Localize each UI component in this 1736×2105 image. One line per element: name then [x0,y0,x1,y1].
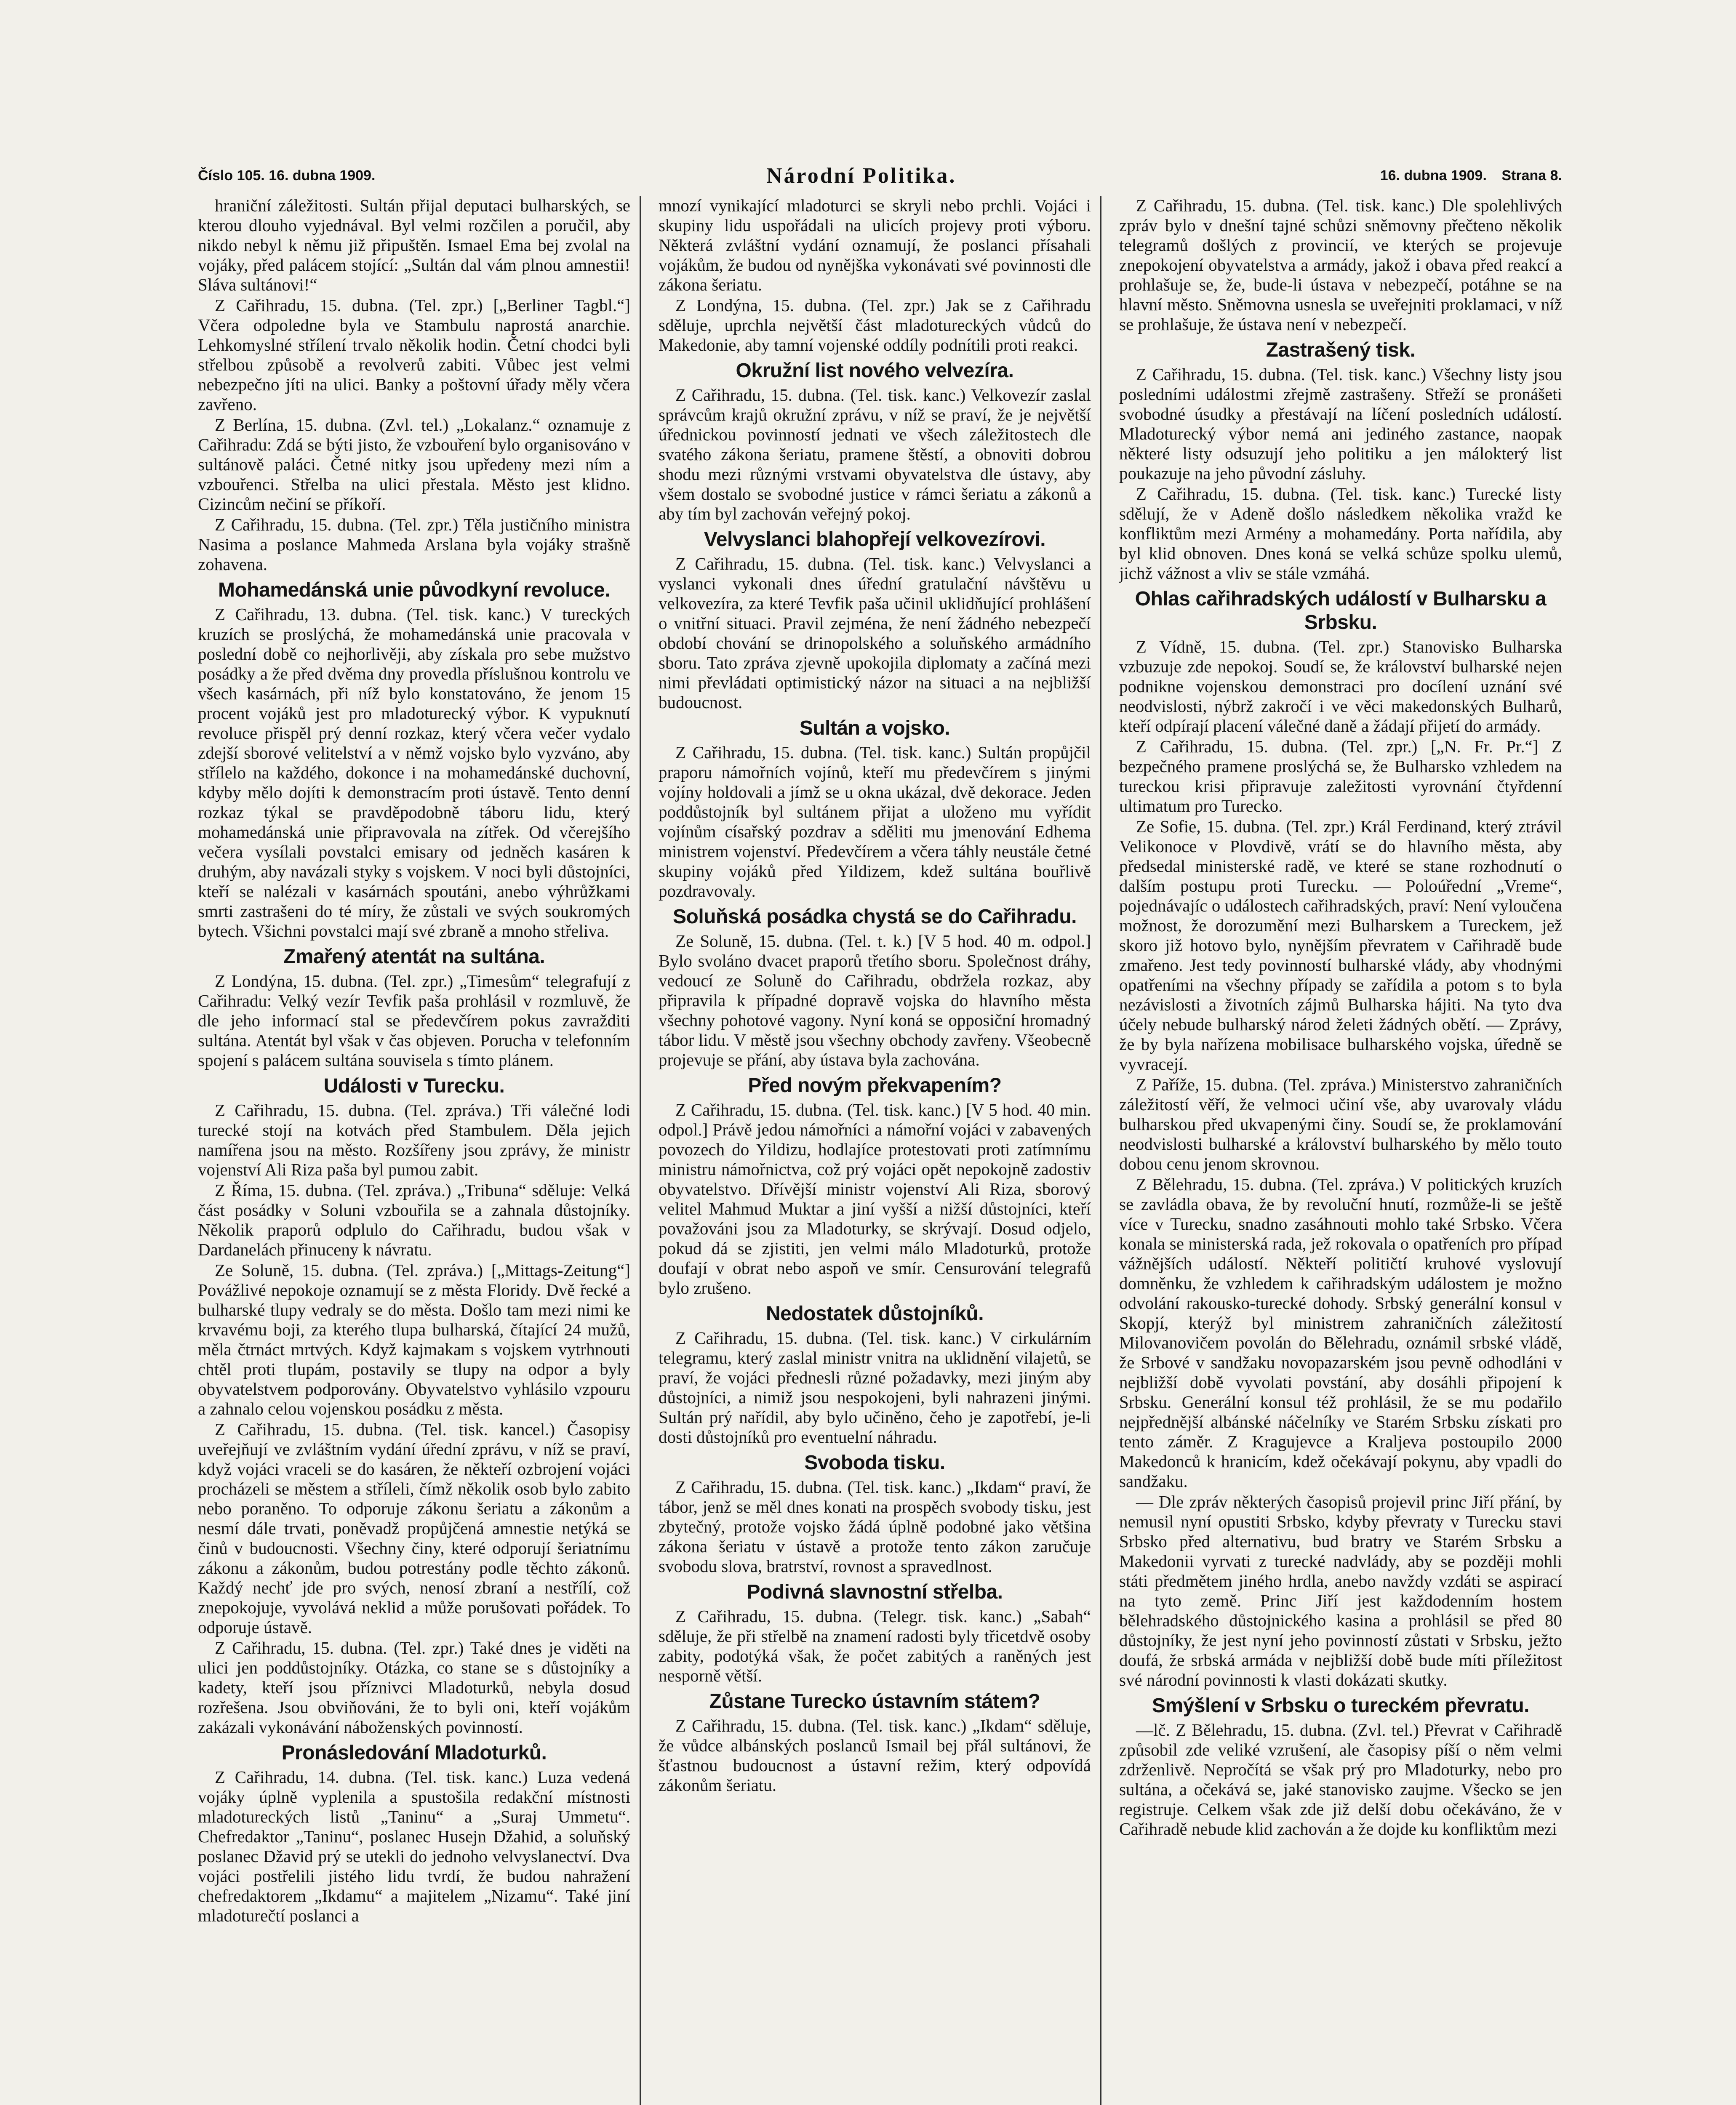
masthead-title: Národní Politika. [766,164,957,188]
article-columns [198,196,1562,2105]
article-paragraph: Z Cařihradu, 14. dubna. (Tel. tisk. kanc.) Luza vedená vojáky úplně vyplenila a spustošila redakční místnosti mladotureckých listů „Taninu“ a „Suraj Ummetu“. Chefredaktor „Taninu“, poslanec Husejn Džahid, a soluňský poslanec Džavid prý se utekli do jednoho velvyslanectví. Dva vojáci postřelili jistého lidu tvrdí, že budou nahražení chefredaktorem „Ikdamu“ a majitelem „Nizamu“. Také jiní mladoturečtí poslanci a [198,1767,630,1925]
article-headline: Svoboda tisku. [804,1452,945,1474]
article-paragraph: Z Cařihradu, 15. dubna. (Tel. zpr.) [„Berliner Tagbl.“] Včera odpoledne byla ve Stambulu naprostá anarchie. Lehkomyslné střílení trvalo několik hodin. Četní chodci byli střelbou způsobě a revolverů zabiti. Vůbec jest velmi nebezpečno jíti na ulici. Banky a poštovní úřady měly včera zavřeno. [198,296,630,414]
article-paragraph: Z Cařihradu, 15. dubna. (Tel. zpr.) Těla justičního ministra Nasima a poslance Mahmeda Arslana byla vojáky strašně zohavena. [198,515,630,574]
article-paragraph: Z Cařihradu, 15. dubna. (Tel. tisk. kanc.) „Ikdam“ praví, že tábor, jenž se měl dnes konati na prospěch svobody tisku, jest zbytečný, protože vojsko žádá úplně podobné jako většina zákona šeriatu v ústavě a protože tento zákon zaručuje svobodu slova, bratrství, rovnost a spravedlnost. [659,1477,1091,1576]
column-3 [1119,196,1562,2105]
article-paragraph: mnozí vynikající mladoturci se skryli nebo prchli. Vojáci i skupiny lidu uspořádali na ulicích projevy proti výboru. Některá zvláštní vydání oznamují, že poslanci přísahali vojákům, že budou od nynějška vykonávati své povinnosti dle zákona šeriatu. [659,196,1091,294]
header-right [1369,168,1562,184]
article-headline: Sultán a vojsko. [799,717,950,739]
article-headline: Ohlas cařihradských událostí v Bulharsku a Srbsku. [1135,588,1547,634]
article-paragraph: Z Berlína, 15. dubna. (Zvl. tel.) „Lokalanz.“ oznamuje z Cařihradu: Zdá se býti jisto, že vzbouření bylo organisováno v sultánově paláci. Četné nitky jsou upředeny mezi ním a vzbouřenci. Střelba na ulici přestala. Město jest klidno. Cizincům nečiní se příkoří. [198,415,630,514]
header-date: 16. dubna 1909. [1380,168,1487,184]
article-headline: Před novým překvapením? [748,1074,1002,1097]
article-headline: Zmařený atentát na sultána. [283,946,545,968]
article-paragraph: Ze Soluně, 15. dubna. (Tel. t. k.) [V 5 hod. 40 m. odpol.] Bylo svoláno dvacet praporů třetího sboru. Společnost dráhy, vedoucí ze Soluně do Cařihradu, obdržela rozkaz, aby připravila k případné dopravě vojska do hlavního města všechny pohotové vagony. Nyní koná se opposiční hromadný tábor lidu. V městě jsou všechny obchody zavřeny. Všeobecně projevuje se přání, aby ústava byla zachována. [659,931,1091,1069]
article-headline: Nedostatek důstojníků. [765,1303,984,1325]
article-paragraph: Z Cařihradu, 15. dubna. (Tel. tisk. kanc.) „Ikdam“ sděluje, že vůdce albánských poslanců Ismail bej přál sultánovi, že šťastnou budoucnost a ústavní režim, který odpovídá zákonům šeriatu. [659,1716,1091,1795]
issue-number-date: Číslo 105. 16. dubna 1909. [198,168,376,184]
article-headline: Pronásledování Mladoturků. [281,1742,547,1764]
article-paragraph: Z Cařihradu, 13. dubna. (Tel. tisk. kanc.) V tureckých kruzích se proslýchá, že mohamedánská unie pracovala v poslední době co nejhorlivěji, aby získala pro sebe mužstvo posádky a že před dvěma dny provedla příslušnou kontrolu ve všech kasárnách, při níž bylo konstatováno, že jenom 15 procent vojáků jest pro mladoturecký výbor. K vypuknutí revoluce přispěl prý denní rozkaz, který včera večer vydalo zdejší sborové velitelství a v němž vojsko bylo vyzváno, aby střílelo na každého, dokonce i na mohamedánské duchovní, kdyby mělo dojíti k demonstracím proti ústavě. Tento denní rozkaz týkal se pravděpodobně táboru lidu, který mohamedánská unie připravovala na zítřek. Od včerejšího večera vysílali povstalci emisary od jedněch kasáren k druhým, aby navázali styky s vojskem. V noci byli důstojníci, kteří se nalézali v kasárnách spoutáni, anebo výhrůžkami smrti zastrašeni do té míry, že zůstali ve svých soukromých bytech. Všichni povstalci mají své zbraně a mnoho střeliva. [198,605,630,941]
article-paragraph: Z Cařihradu, 15. dubna. (Tel. tisk. kancel.) Časopisy uveřejňují ve zvláštním vydání úřední zprávu, v níž se praví, když vojáci vraceli se do kasáren, že někteří ozbrojení vojáci procházeli se městem a stříleli, čímž několik osob bylo zabito nebo poraněno. To odporuje zákonu šeriatu a zákonům a nesmí dále trvati, poněvadž propůjčená amnestie netýká se činů v budoucnosti. Všechny činy, které odporují šeriatnímu zákonu a zákonům, budou potrestány podle těchto zákonů. Každý nechť jde pro svých, nenosí zbraní a nestřílí, což znepokojuje, vyvolává neklid a může porušovati pořádek. To odporuje ústavě. [198,1420,630,1637]
page-number: Strana 8. [1501,168,1562,184]
article-paragraph: —lč. Z Bělehradu, 15. dubna. (Zvl. tel.) Převrat v Cařihradě způsobil zde veliké vzrušení, ale časopisy píší o něm velmi zdrženlivě. Nepročítá se však prý pro Mladoturky, nebo pro sultána, a očekává se, jaké stanovisko zaujme. Všecko se jen registruje. Celkem však zde již delší dobu očekáváno, že v Cařihradě nebude klid zachován a že dojde ku konfliktům mezi [1119,1720,1562,1839]
article-headline: Velvyslanci blahopřejí velkovezírovi. [704,528,1046,551]
article-paragraph: Ze Soluně, 15. dubna. (Tel. zpráva.) [„Mittags-Zeitung“] Povážlivé nepokoje oznamují se z města Floridy. Dvě řecké a bulharské tlupy vedraly se do města. Došlo tam mezi nimi ke krvavému boji, za kterého tlupa bulharská, čítající 24 mužů, měla čtrnáct mrtvých. Když kajmakam s vojskem vytrhnouti chtěl proti tlupám, postavily se tlupy na odpor a byly obyvatelstvem podporovány. Obyvatelstvo vyhlásilo vzpouru a zahnalo celou vojenskou posádku z města. [198,1260,630,1418]
article-headline: Podivná slavnostní střelba. [747,1581,1003,1603]
article-paragraph: Z Cařihradu, 15. dubna. (Tel. zpr.) Také dnes je viděti na ulici jen poddůstojníky. Otázka, co stane se s důstojníky a kadety, kteří jsou příznivci Mladoturků, nebyla dosud rozřešena. Jsou obviňováni, že to byli oni, kteří vojákům zakázali vykonávání náboženských povinností. [198,1638,630,1737]
column-1 [198,196,641,2105]
article-headline: Soluňská posádka chystá se do Cařihradu. [673,906,1077,928]
article-paragraph: Z Cařihradu, 15. dubna. (Tel. tisk. kanc.) Velkovezír zaslal správcům krajů okružní zprávu, v níž se praví, že je největší úřednickou povinností jednati ve všech záležitostech dle svatého zákona šeriatu, pramene štěstí, a obnoviti dobrou shodu mezi různými vrstvami obyvatelstva dle ústavy, aby všem dostalo se svobodné justice v rámci šeriatu a zákonů a aby tím byl zachován veřejný pokoj. [659,385,1091,523]
article-paragraph: Z Londýna, 15. dubna. (Tel. zpr.) Jak se z Cařihradu sděluje, uprchla největší část mladotureckých vůdců do Makedonie, aby tamní vojenské oddíly podnítili proti reakci. [659,296,1091,354]
article-paragraph: Z Cařihradu, 15. dubna. (Tel. tisk. kanc.) V cirkulárním telegramu, který zaslal ministr vnitra na uklidnění vilajetů, se praví, že vojáci přednesli různé požadavky, mezi jiným aby důstojníci, a nimiž jsou nespokojeni, byli nahrazeni jinými. Sultán prý nařídil, aby bylo učiněno, čeho je zapotřebí, je-li dosti důstojníků pro eventuelní náhradu. [659,1328,1091,1447]
article-paragraph: Z Cařihradu, 15. dubna. (Telegr. tisk. kanc.) „Sabah“ sděluje, že při střelbě na znamení radosti byly třicetdvě osoby zabity, podotýká však, že počet zabitých a raněných jest nesporně větší. [659,1607,1091,1685]
article-paragraph: Z Vídně, 15. dubna. (Tel. zpr.) Stanovisko Bulharska vzbuzuje zde nepokoj. Soudí se, že království bulharské nejen podnikne vojenskou demonstraci pro docílení uznání své neodvislosti, nýbrž zakročí i ve věci makedonských Bulharů, kteří odpírají placení válečné daně a žádají přijetí do armády. [1119,637,1562,735]
article-paragraph: Z Cařihradu, 15. dubna. (Tel. tisk. kanc.) Dle spolehlivých zpráv bylo v dnešní tajné schůzi sněmovny přečteno několik telegramů došlých z provincií, ve kterých se projevuje znepokojení obyvatelstva a armády, jakož i obava před reakcí a prohlašuje se, že, bude-li ústava v nebezpečí, potáhne se na hlavní město. Sněmovna usnesla se uveřejniti proklamaci, v níž se prohlašuje, že ústava není v nebezpečí. [1119,196,1562,334]
article-headline: Zastrašený tisk. [1266,339,1416,361]
article-paragraph: Z Cařihradu, 15. dubna. (Tel. tisk. kanc.) Sultán propůjčil praporu námořních vojínů, kteří mu předevčírem s jinými vojíny holdovali a jímž se u okna ukázal, dvě dekorace. Jeden poddůstojník byl sultánem přijat a uloženo mu vyřídit vojínům císařský pozdrav a sděliti mu jmenování Edhema ministrem vojenství. Předevčírem a včera táhly neustále četné skupiny vojáků před Yildizem, kdež sultána bouřlivě pozdravovaly. [659,743,1091,901]
article-headline: Zůstane Turecko ústavním státem? [709,1690,1040,1713]
article-paragraph: Z Bělehradu, 15. dubna. (Tel. zpráva.) V politických kruzích se zavládla obava, že by revoluční hnutí, rozmůže-li se ještě více v Turecku, snadno zasáhnouti mohlo také Srbsko. Včera konala se ministerská rada, jež rokovala o opatřeních pro případ vážnějších událostí. Někteří političtí kruhové vyslovují domněnku, že vzhledem k cařihradským událostem je možno odvolání rakousko-turecké dohody. Srbský generální konsul v Skopjí, kterýž byl ministrem zahraničních záležitostí Milovanovičem povolán do Bělehradu, oznámil srbské vládě, že Srbové v sandžaku novopazarském jsou pevně odhodláni v nejbližší době vyvolati povstání, aby dosáhli připojení k Srbsku. Generální konsul též prohlásil, že se mu podařilo nejpřednější albánské náčelníky ve Starém Srbsku získati pro tento záměr. Z Kragujevce a Kraljeva postoupilo 2000 Makedonců k hranicím, kdež očekávají pokynu, aby vpadli do sandžaku. [1119,1175,1562,1491]
article-paragraph: Z Cařihradu, 15. dubna. (Tel. zpr.) [„N. Fr. Pr.“] Z bezpečného pramene proslýchá se, že Bulharsko vzhledem na tureckou krisi připravuje zaležitosti vyrovnání čtyřdenní ultimatum pro Turecko. [1119,737,1562,815]
article-paragraph: Ze Sofie, 15. dubna. (Tel. zpr.) Král Ferdinand, který ztrávil Velikonoce v Plovdivě, vrátí se do hlavního města, aby předsedal ministerské radě, ve které se stane rozhodnutí o dalším postupu proti Turecku. — Poloúřední „Vreme“, pojednávajíc o událostech cařihradských, praví: Není vyloučena možnost, že dorozumění mezi Bulharskem a Tureckem, jež skoro již hotovo bylo, nynějším převratem v Cařihradě bude zmařeno. Jest tedy povinností bulharské vlády, aby vhodnými opatřeními na všechny případy se zařídila a potom s to byla nezávislosti a životních zájmů Bulharska hájiti. Na tyto dva účely nebude bulharský národ želeti žádných obětí. — Zprávy, že by byla nařízena mobilisace bulharského vojska, úředně se vyvracejí. [1119,817,1562,1074]
article-paragraph: Z Říma, 15. dubna. (Tel. zpráva.) „Tribuna“ sděluje: Velká část posádky v Soluni vzbouřila se a zahnala důstojníky. Několik praporů odplulo do Cařihradu, budou však v Dardanelách přinuceny k návratu. [198,1180,630,1259]
article-headline: Smýšlení v Srbsku o tureckém převratu. [1152,1695,1530,1717]
article-paragraph: Z Cařihradu, 15. dubna. (Tel. tisk. kanc.) [V 5 hod. 40 min. odpol.] Právě jedou námořníci a námořní vojáci v zabavených povozech do Yildizu, hodlajíce protestovati proti zatímnímu ministru námořnictva, což prý vojáci opět nepokojně zadostiv obyvatelstvo. Dřívější ministr vojenství Ali Riza, sborový velitel Mahmud Muktar a jiní vyšší a nižší důstojníci, kteří považováni jsou za Mladoturky, se skrývají. Dosud odjelo, pokud dá se zjistiti, jen velmi málo Mladoturků, protože doufají v obrat nebo aspoň ve smír. Censurování telegrafů bylo zrušeno. [659,1100,1091,1298]
article-paragraph: Z Cařihradu, 15. dubna. (Tel. tisk. kanc.) Velvyslanci a vyslanci vykonali dnes úřední gratulační návštěvu u velkovezíra, za které Tevfik paša učinil uklidňující prohlášení o vnitřní situaci. Pravil zejména, že není žádného nebezpečí období chování se drinopolského a soluňského armádního sboru. Tato zpráva zjevně upokojila diplomaty a začíná mezi nimi převládati optimistický názor na situaci a na nejbližší budoucnost. [659,554,1091,712]
article-paragraph: hraniční záležitosti. Sultán přijal deputaci bulharských, se kterou dlouho vyjednával. Byl velmi rozčilen a poručil, aby nikdo nebyl k němu již připuštěn. Ismael Ema bej zvolal na vojáky, před palácem stojící: „Sultán dal vám plnou amnestii! Sláva sultánovi!“ [198,196,630,294]
article-headline: Okružní list nového velvezíra. [736,360,1014,382]
page-header [198,163,1562,193]
article-paragraph: Z Cařihradu, 15. dubna. (Tel. tisk. kanc.) Všechny listy jsou posledními událostmi zřejmě zastrašeny. Střeží se pronášeti svobodné úsudky a přestávají na líčení posledních událostí. Mladoturecký výbor nemá ani jediného zastance, naopak některé listy odsuzují jeho politiku a jen málokterý list poukazuje na jeho původní zásluhy. [1119,365,1562,483]
column-2 [659,196,1101,2105]
article-paragraph: Z Paříže, 15. dubna. (Tel. zpráva.) Ministerstvo zahraničních záležitostí věří, že velmoci učiní vše, aby uvarovaly vládu bulharskou před ukvapenými činy. Soudí se, že proklamování neodvislosti bulharské a království bulharského by mělo touto dobou cenu jenom skrovnou. [1119,1075,1562,1173]
article-paragraph: Z Cařihradu, 15. dubna. (Tel. tisk. kanc.) Turecké listy sdělují, že v Adeně došlo následkem několika vražd ke konfliktům mezi Armény a mohamedány. Porta nařídila, aby byl klid obnoven. Dnes koná se velká schůze spolku ulemů, jichž vážnost a vliv se stále vzmáhá. [1119,484,1562,583]
article-headline: Události v Turecku. [323,1075,505,1097]
article-paragraph: Z Cařihradu, 15. dubna. (Tel. zpráva.) Tři válečné lodi turecké stojí na kotvách před Stambulem. Děla jejich namířena jsou na město. Rozšířeny jsou zprávy, že ministr vojenství Ali Riza paša byl pumou zabit. [198,1100,630,1179]
article-headline: Mohamedánská unie původkyní revoluce. [218,579,611,601]
article-paragraph: — Dle zpráv některých časopisů projevil princ Jiří přání, by nemusil nyní opustiti Srbsko, kdyby převraty v Turecku stavi Srbsko před alternativu, bud bratry ve Starém Srbsku a Makedonii vyrvati z turecké nadvlády, aby se později mohli státi předmětem jiného hrdla, anebo navždy vzdáti se aspirací na tyto země. Princ Jiří jest každodenním hostem bělehradského důstojnického kasina a prohlásil se před 80 důstojníky, že jest nyní jeho povinností zůstati v Srbsku, ježto doufá, že srbská armáda v nejbližší době bude míti příležitost své národní povinnosti k vlasti dokázati skutky. [1119,1492,1562,1689]
article-paragraph: Z Londýna, 15. dubna. (Tel. zpr.) „Timesům“ telegrafují z Cařihradu: Velký vezír Tevfik paša prohlásil v rozmluvě, že dle jeho informací stal se předevčírem pokus zavražditi sultána. Atentát byl však v čas objeven. Porucha v telefonním spojení s palácem sultána souvisela s tímto plánem. [198,971,630,1070]
